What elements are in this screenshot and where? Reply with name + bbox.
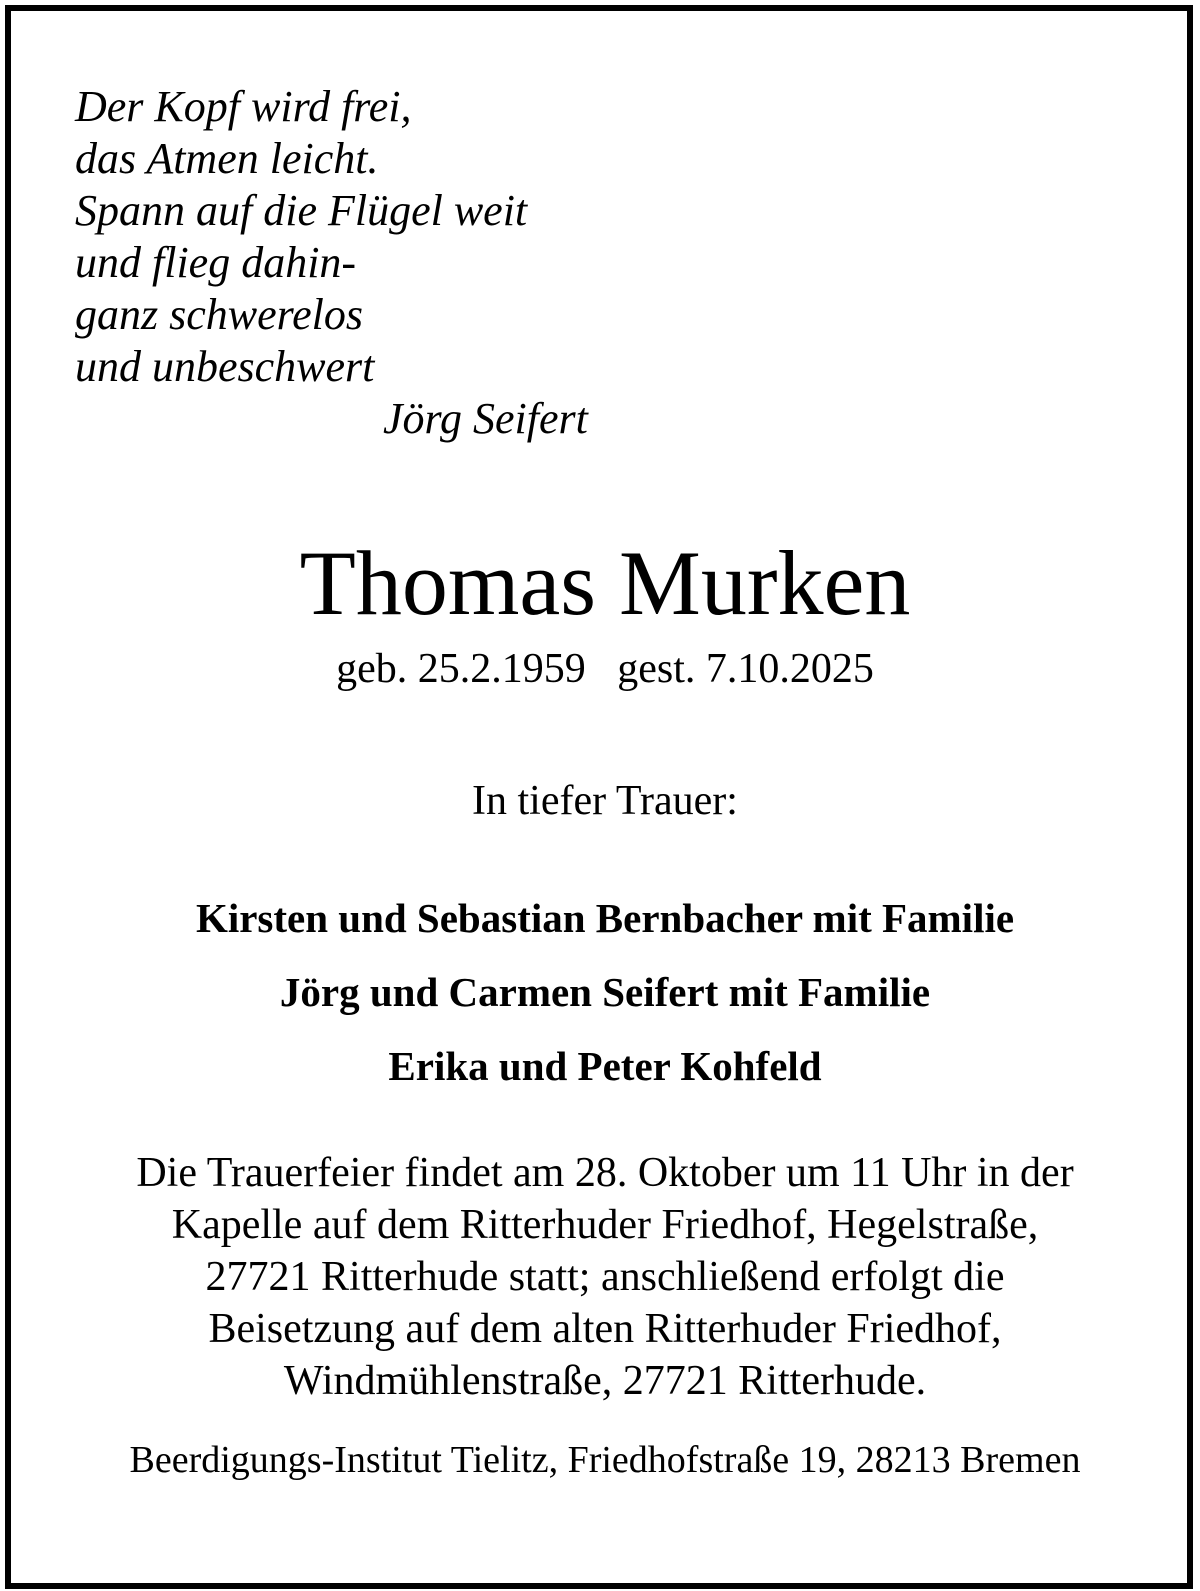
mourning-heading: In tiefer Trauer: — [472, 778, 738, 824]
ceremony-line: Beisetzung auf dem alten Ritterhuder Friedhof, — [208, 1306, 1002, 1352]
poem-line: Der Kopf wird frei, — [75, 82, 412, 131]
poem-line: Spann auf die Flügel weit — [75, 186, 528, 235]
ceremony-line: Die Trauerfeier findet am 28. Oktober um 11 Uhr in der — [136, 1150, 1074, 1196]
ceremony-notice — [51, 1147, 1159, 1407]
undertaker-info: Beerdigungs-Institut Tielitz, Friedhofstraße 19, 28213 Bremen — [129, 1439, 1081, 1481]
ceremony-line: 27721 Ritterhude statt; anschließend erfolgt die — [205, 1254, 1005, 1300]
ceremony-line: Windmühlenstraße, 27721 Ritterhude. — [283, 1358, 927, 1404]
poem-line: und flieg dahin- — [75, 238, 357, 287]
ceremony-line: Kapelle auf dem Ritterhuder Friedhof, Hegelstraße, — [171, 1202, 1039, 1248]
mourners-list — [11, 893, 1199, 1115]
poem-line: und unbeschwert — [75, 342, 375, 391]
poem-author: Jörg Seifert — [383, 394, 588, 443]
mourner-entry: Jörg und Carmen Seifert mit Familie — [279, 969, 931, 1015]
deceased-name: Thomas Murken — [299, 532, 911, 634]
poem-line: ganz schwerelos — [75, 290, 364, 339]
mourner-entry: Kirsten und Sebastian Bernbacher mit Familie — [195, 895, 1015, 941]
poem-line: das Atmen leicht. — [75, 134, 379, 183]
life-dates: geb. 25.2.1959 gest. 7.10.2025 — [336, 646, 874, 692]
poem — [75, 81, 527, 393]
obituary-frame — [5, 5, 1193, 1589]
mourner-entry: Erika und Peter Kohfeld — [388, 1043, 822, 1089]
